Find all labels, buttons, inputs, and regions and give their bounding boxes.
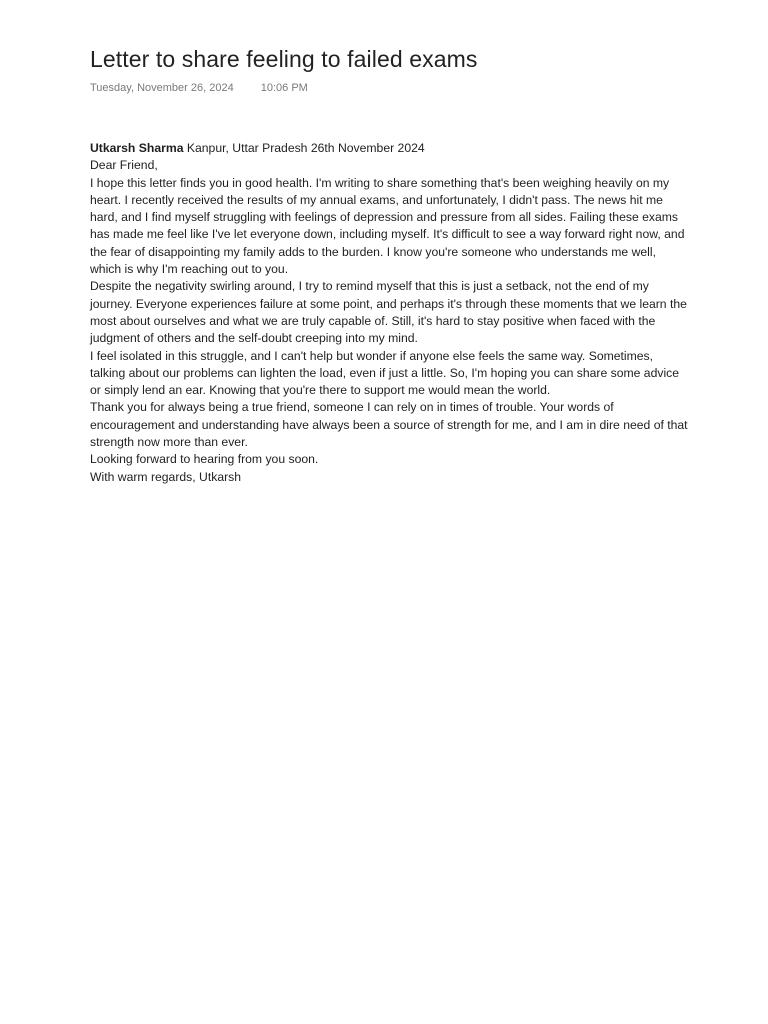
letter-paragraph: Looking forward to hearing from you soon. xyxy=(90,452,319,467)
sender-name: Utkarsh Sharma xyxy=(90,141,184,155)
note-metadata xyxy=(90,82,308,94)
letter-body[interactable] xyxy=(90,140,690,486)
sender-line xyxy=(90,140,690,157)
sender-details: Kanpur, Uttar Pradesh 26th November 2024 xyxy=(186,141,425,155)
closing: With warm regards, Utkarsh xyxy=(90,469,242,484)
letter-paragraph: Despite the negativity swirling around, I try to remind myself that this is just a setback, not the end of my journey. Everyone experiences failure at some point, and perhaps it's through these moments that we learn the most about ourselves and what we are truly capable of. Still, it's hard to stay positive when faced with the judgment of others and the self-doubt creeping into my mind. xyxy=(90,279,687,346)
note-date: Tuesday, November 26, 2024 xyxy=(90,82,234,94)
page-title: Letter to share feeling to failed exams xyxy=(90,46,478,72)
letter-paragraph: I hope this letter finds you in good health. I'm writing to share something that's been weighing heavily on my heart. I recently received the results of my annual exams, and unfortunately, I didn't pass. The news hit me hard, and I find myself struggling with feelings of depression and pressure from all sides. Failing these exams has made me feel like I've let everyone down, including myself. It's difficult to see a way forward right now, and the fear of disappointing my family adds to the burden. I know you're someone who understands me well, which is why I'm reaching out to you. xyxy=(90,175,685,277)
note-time: 10:06 PM xyxy=(260,82,308,94)
letter-paragraph: Thank you for always being a true friend, someone I can rely on in times of trouble. Your words of encouragement and understanding have always been a source of strength for me, and I am in dire need of that strength now more than ever. xyxy=(90,400,688,450)
letter-paragraph: I feel isolated in this struggle, and I can't help but wonder if anyone else feels the same way. Sometimes, talking about our problems can lighten the load, even if just a little. So, I'm hoping you can share some advice or simply lend an ear. Knowing that you're there to support me would mean the world. xyxy=(90,348,680,398)
salutation: Dear Friend, xyxy=(90,158,158,173)
